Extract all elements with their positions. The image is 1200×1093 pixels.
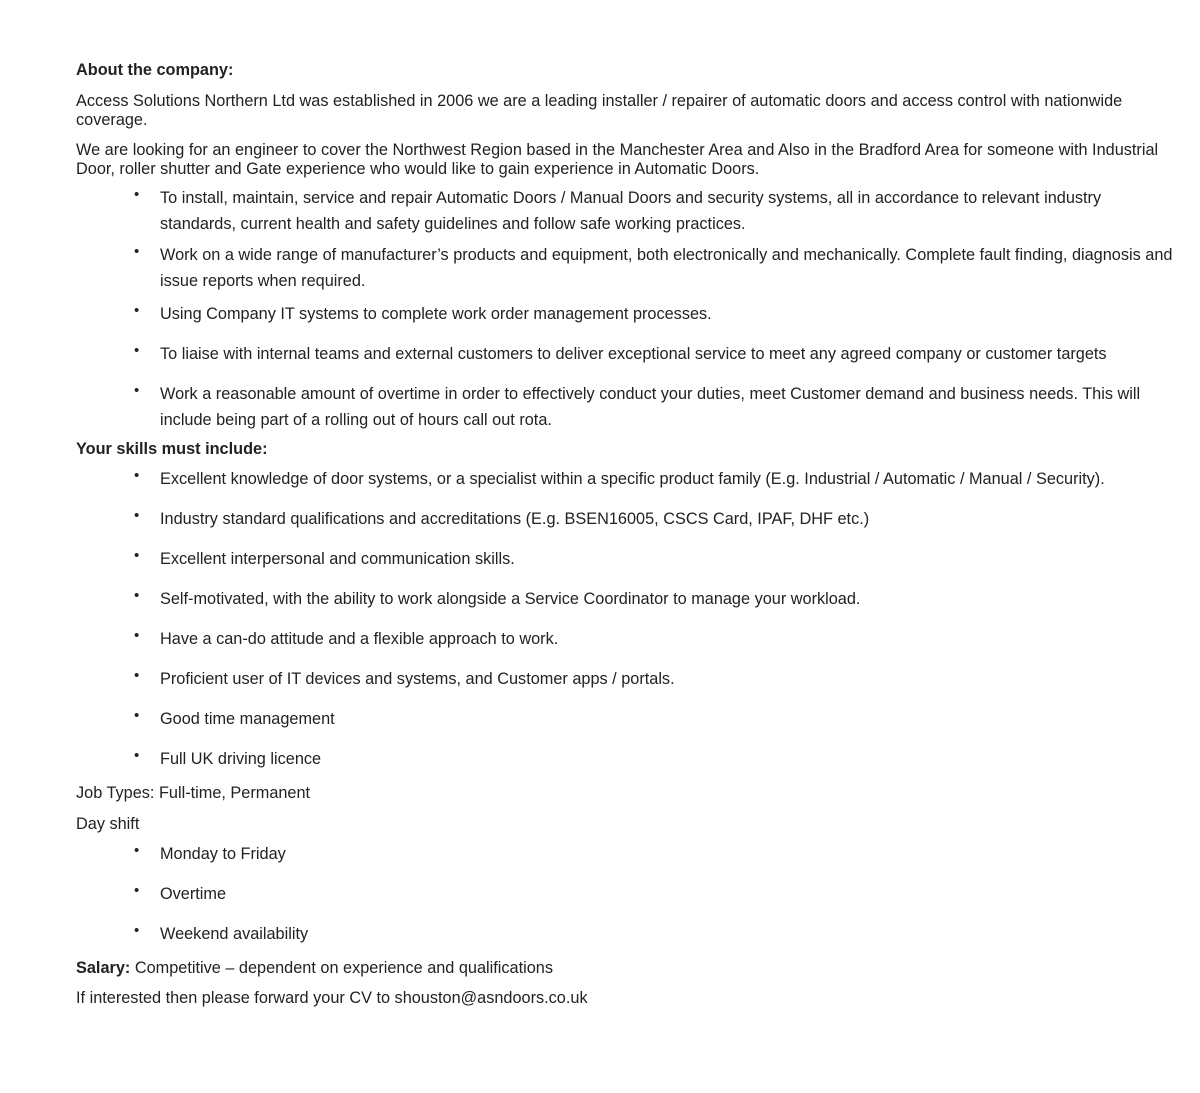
salary-value: Competitive – dependent on experience and qualifications	[130, 959, 554, 977]
list-item: • Good time management	[134, 706, 1176, 732]
bullet-icon: •	[134, 842, 140, 859]
bullet-icon: •	[134, 302, 140, 319]
list-item: • Self-motivated, with the ability to work alongside a Service Coordinator to manage your workload.	[134, 586, 1176, 612]
shift-list	[76, 841, 1176, 947]
shift-label: Day shift	[76, 815, 140, 833]
bullet-icon: •	[134, 382, 140, 399]
skills-list	[76, 466, 1176, 772]
bullet-icon: •	[134, 507, 140, 524]
about-heading: About the company:	[76, 61, 234, 79]
list-item: • Excellent knowledge of door systems, or a specialist within a specific product family (E.g. Industrial / Automatic / Manual / Security).	[134, 466, 1176, 492]
list-item: • Proficient user of IT devices and systems, and Customer apps / portals.	[134, 666, 1176, 692]
bullet-icon: •	[134, 467, 140, 484]
about-paragraph-2: We are looking for an engineer to cover the Northwest Region based in the Manchester Area and Also in the Bradford Area for someone with Industrial Door, roller shutter and Gate experience who would like to gain experience in Automatic Doors.	[76, 141, 1159, 178]
list-item: • Using Company IT systems to complete work order management processes.	[134, 301, 1176, 327]
list-item: • Overtime	[134, 881, 1176, 907]
about-paragraph-1: Access Solutions Northern Ltd was established in 2006 we are a leading installer / repairer of automatic doors and access control with nationwide coverage.	[76, 92, 1123, 129]
bullet-icon: •	[134, 882, 140, 899]
bullet-icon: •	[134, 587, 140, 604]
list-item: • To liaise with internal teams and external customers to deliver exceptional service to meet any agreed company or customer targets	[134, 341, 1176, 367]
bullet-icon: •	[134, 707, 140, 724]
list-item: • Monday to Friday	[134, 841, 1176, 867]
job-description	[76, 61, 1176, 1008]
list-item: • Work a reasonable amount of overtime in order to effectively conduct your duties, meet Customer demand and business needs. This will include being part of a rolling out of hours call out rota.	[134, 381, 1176, 433]
bullet-icon: •	[134, 627, 140, 644]
duties-list	[76, 185, 1176, 433]
bullet-icon: •	[134, 747, 140, 764]
bullet-icon: •	[134, 922, 140, 939]
list-item: • To install, maintain, service and repair Automatic Doors / Manual Doors and security systems, all in accordance to relevant industry standards, current health and safety guidelines and follow safe working practices.	[134, 185, 1176, 237]
list-item: • Have a can-do attitude and a flexible approach to work.	[134, 626, 1176, 652]
job-types: Job Types: Full-time, Permanent	[76, 784, 311, 802]
bullet-icon: •	[134, 186, 140, 203]
list-item: • Excellent interpersonal and communication skills.	[134, 546, 1176, 572]
bullet-icon: •	[134, 547, 140, 564]
skills-heading: Your skills must include:	[76, 440, 268, 458]
list-item: • Work on a wide range of manufacturer’s products and equipment, both electronically and mechanically. Complete fault finding, diagnosis and issue reports when required.	[134, 242, 1176, 294]
list-item: • Industry standard qualifications and accreditations (E.g. BSEN16005, CSCS Card, IPAF, DHF etc.)	[134, 506, 1176, 532]
list-item: • Weekend availability	[134, 921, 1176, 947]
bullet-icon: •	[134, 243, 140, 260]
bullet-icon: •	[134, 342, 140, 359]
salary-label: Salary:	[76, 959, 131, 977]
bullet-icon: •	[134, 667, 140, 684]
salary-line	[76, 959, 1176, 978]
contact-line: If interested then please forward your CV to shouston@asndoors.co.uk	[76, 989, 588, 1007]
list-item: • Full UK driving licence	[134, 746, 1176, 772]
